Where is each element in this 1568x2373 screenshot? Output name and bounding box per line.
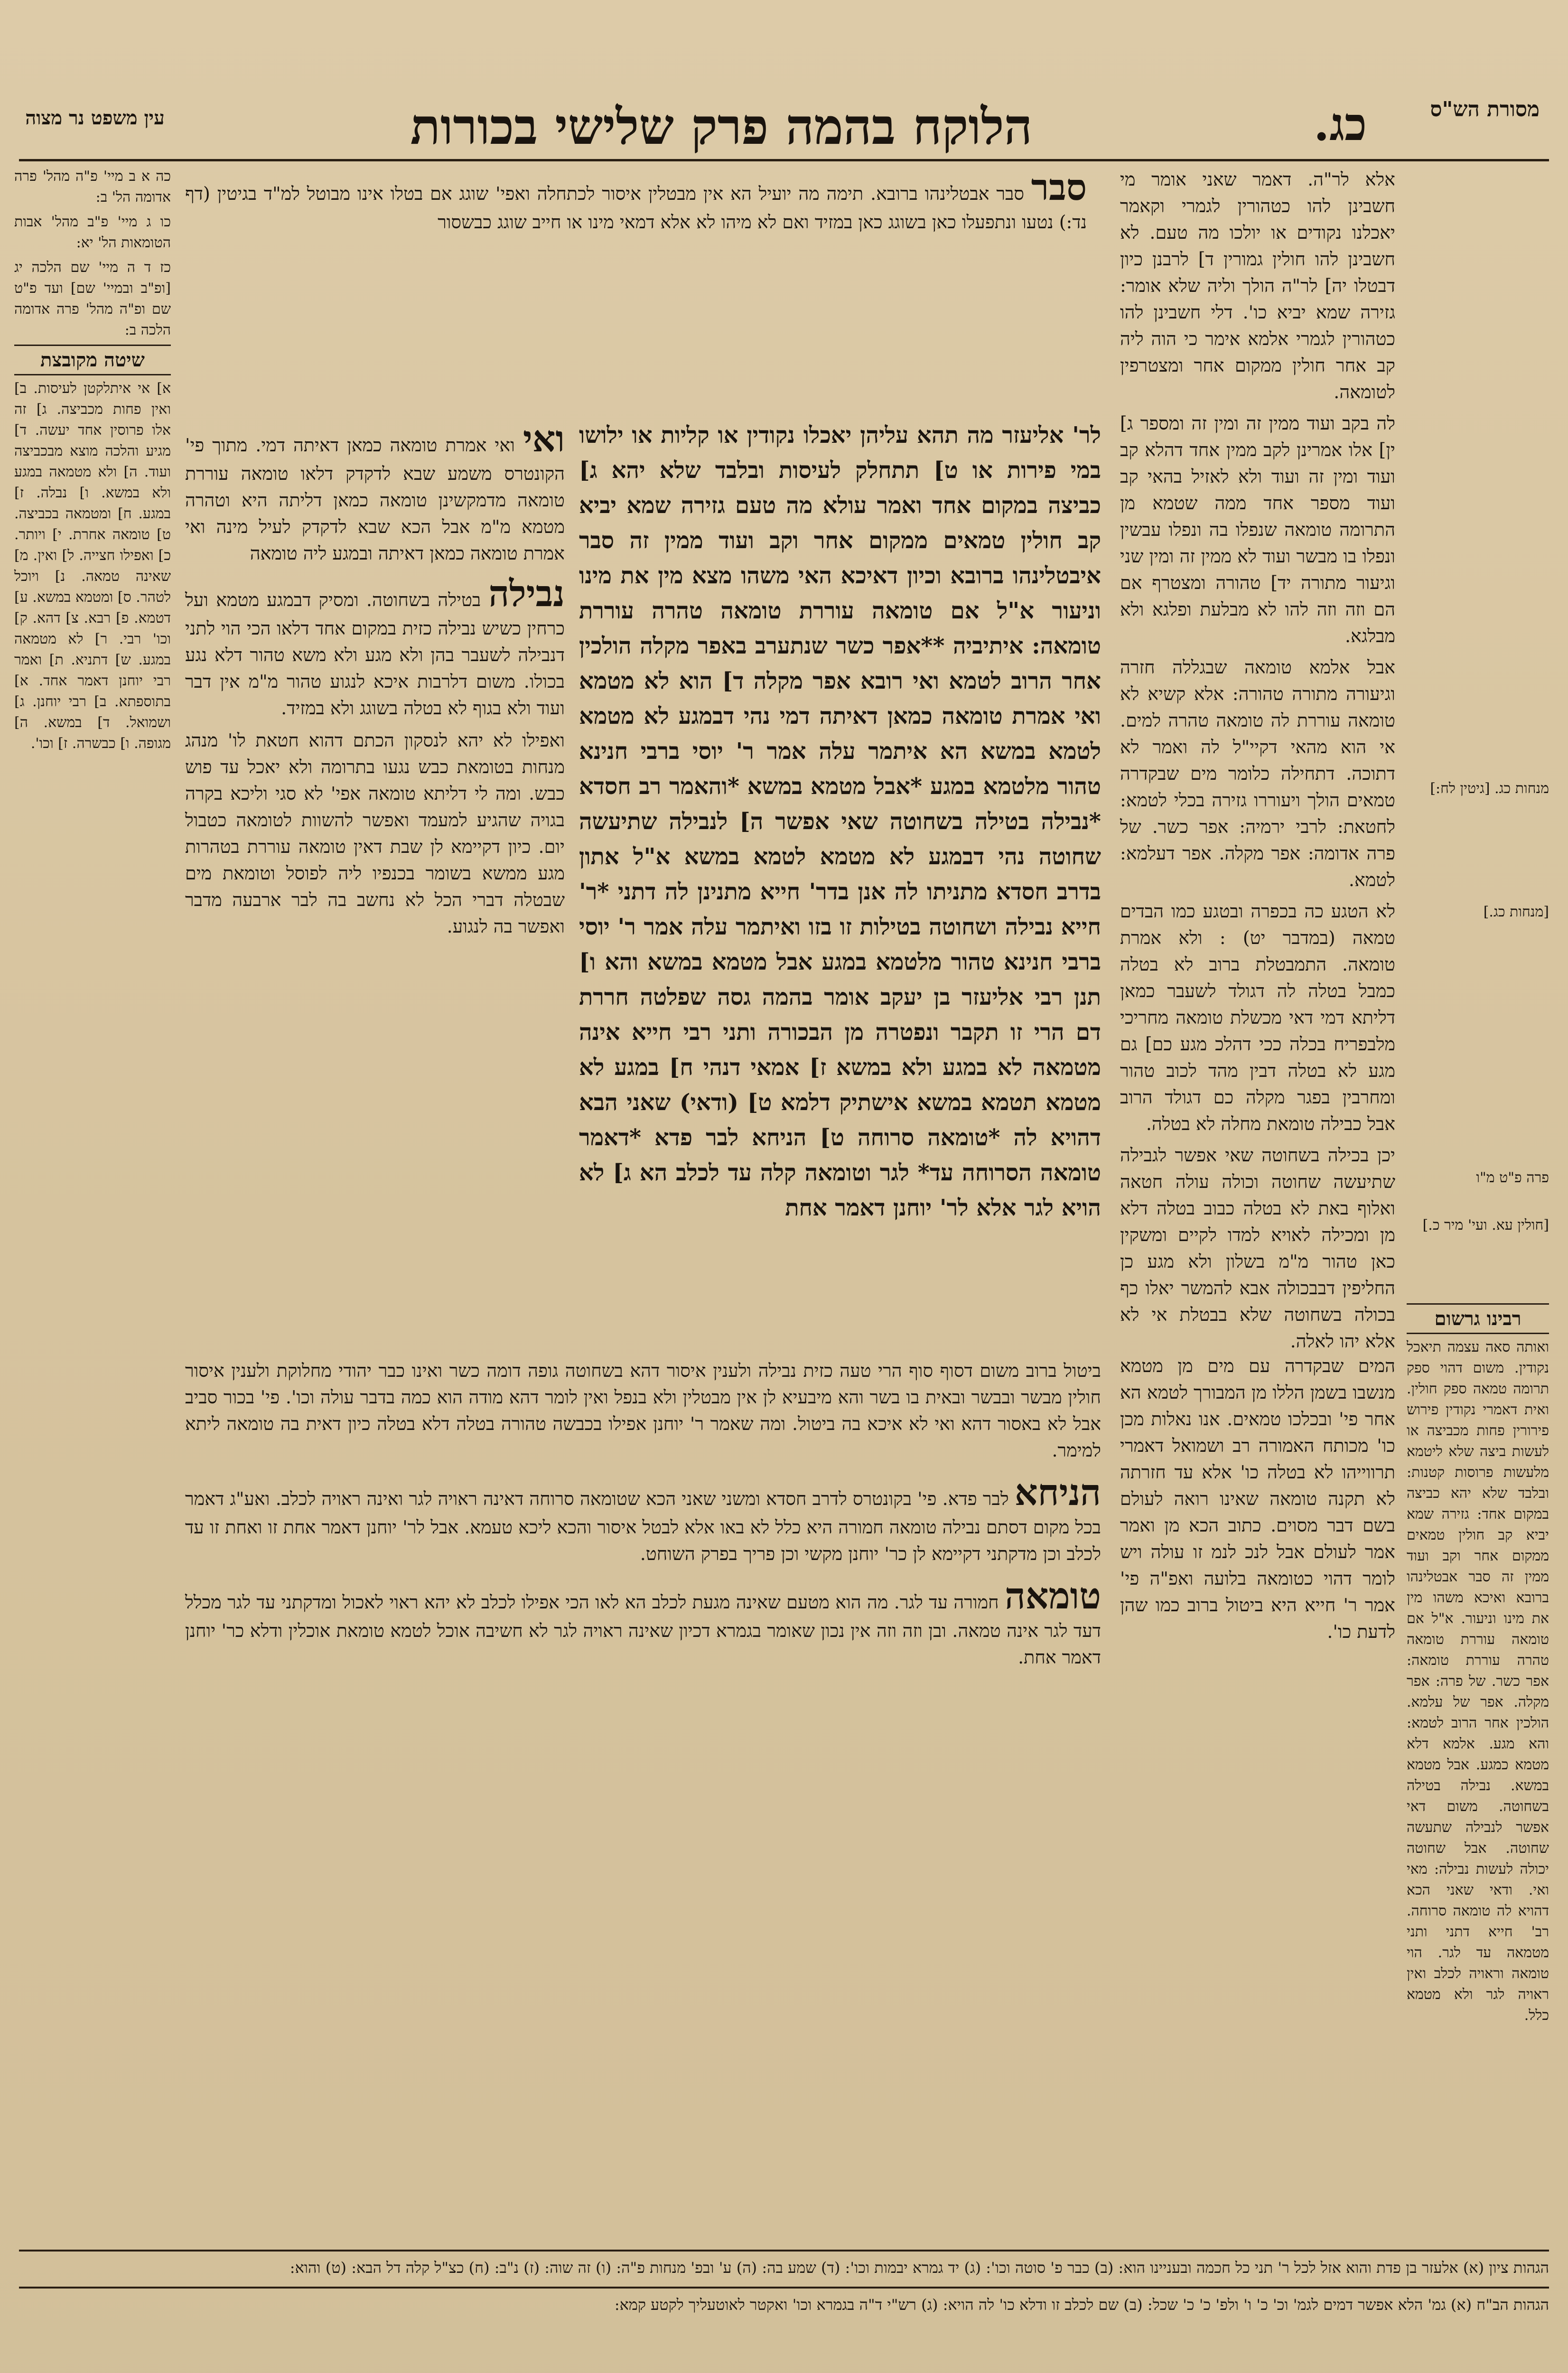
commentary-text: לבר פדא. פי' בקונטרס לדרב חסדא ומשני שאני הכא שטומאה סרוחה דאינה ראויה לגר ואינה ראויה לכלב. ואע"ג דאמר בכל מקום דסתם נבילה טומאה חמורה היא כלל לא באו אלא לבטל איסור והכא ליכא טעמא. אבל לר' יוחנן דאמר אחת זו ואחת זו עד לכלב וכן מדקתני דקיימא לן כר' יוחנן מקשי וכן פריך בפרק השוחט. (185, 1488, 1101, 1564)
folio-number: כג. (1313, 97, 1367, 151)
ein-mishpat-title: עין משפט נר מצוה (25, 107, 165, 129)
gershom-title: רבינו גרשום (1407, 1303, 1549, 1334)
margin-ref: מנחות כג. [גיטין לח:] (1430, 780, 1549, 797)
tosafot-paragraph: המים שבקדרה עם מים מן מטמא מנשבו בשמן הללו מן המבורך לטמא הא אחר פי' ובכלכו טמאים. אנו נאלות מכן כו' מכותח האמורה רב ושמואל דאמרי תרווייהו לא בטלה כו' אלא עד חזרתה לא תקנה טומאה שאינו רואה לעולם בשם דבר מסוים. כתוב הכא מן ואמר אמר לעולם אבל לנכ לנמ זו עולה ויש לומר דהוי כטומאה בלועה ואפ"ה פי' אמר ר' חייא היא ביטול ברוב כמו שהן לדעת כו'. (1120, 1355, 1395, 1642)
rashi-text: בטילה בשחוטה. ומסיק דבמגע מטמא ועל כרחין כשיש נבילה כזית במקום אחד דלאו הכי הוי לתני דנבילה לשעבר בהן ולא מגע ולא משא טהור דלא נגע בכולו. משום דלרבות איכא לנגוע טהור מ"מ אין דבר ועוד ולא בגוף לא בטלה בשוגג ולא במזיד. (185, 589, 565, 719)
chapter-title: הלוקח בהמה פרק שלישי בכורות (410, 97, 1033, 156)
masoret-margin (1407, 180, 1549, 1319)
dibbur-haniha: הניחא (1014, 1471, 1101, 1513)
ein-mishpat-entry: כז ד ה מיי' שם הלכה יג [ופ"ב ובמיי' שם] ועד פ"ט שם ופ"ה מהל' פרה אדומה הלכה ב: (14, 259, 171, 338)
rashi-paragraph (185, 166, 1087, 235)
margin-ref: [מנחות כג.] (1483, 904, 1549, 920)
tosafot-paragraph: לה בקב ועוד ממין זה ומין זה ומספר ג] ין] אלו אמרינן לקב ממין אחד דהלא קב ועוד ומין זה ועוד ולא לאזיל בהאי קב ועוד מספר אחד ממה שטמא מן התרומה טומאה שנפלו בה ונפלו עבשין ונפלו בו מבשר ועוד לא ממין זה ומין שני וגיעור מתורה יד] טהורה ומצטרף אם הם וזה וזה להו לא מבלעת ופלגא ולא מבלגא. (1120, 413, 1395, 646)
commentary-paragraph (185, 1471, 1101, 1567)
rashi-paragraph (185, 727, 565, 940)
ein-mishpat-entry: כה א ב מיי' פ"ה מהל' פרה אדומה הל' ב: (14, 168, 171, 206)
tosafot-paragraph: אלא לר"ה. דאמר שאני אומר מי חשבינן להו כטהורין לגמרי וקאמר יאכלנו נקודים או יולכו מה טעם. לא חשבינן להו חולין גמורין ד] לרבנן כיון דבטלו יה] לר"ה הולך וליה שלא אומר: גזירה שמא יביא כו'. דלי חשבינן להו כטהורין לגמרי אלמא אימר כי הוה ליה קב אחר חולין ממקום אחר ומצטרפין לטומאה. (1120, 169, 1395, 402)
hagahot-bach: הגהות הב"ח (א) גמ' הלא אפשר דמים לגמ' וכ' כ' ו' ולפ' כ' כ' שכל: (ב) שם לכלב זו ודלא כו' לה הויא: (ג) רש"י ד"ה בגמרא וכו' ואקטר לאוטעליך לקטע קמא: (614, 2296, 1549, 2314)
rashi-paragraph (185, 418, 565, 567)
footer-rule (19, 2250, 1549, 2252)
gemara-text: לר' אליעזר מה תהא עליהן יאכלו נקודין או קליות או ילושו במי פירות או ט] תתחלק לעיסות ובלבד שלא יהא ג] כביצה במקום אחד ואמר עולא מה טעם גזירה שמא יביא קב חולין טמאים ממקום אחר וקב ועוד ממין זה סבר איבטלינהו ברובא וכיון דאיכא האי משהו מצא מין את מינו וניעור א"ל אם טומאה עוררת טומאה טהרה עוררת טומאה: איתיביה **אפר כשר שנתערב באפר מקלה הולכין אחר הרוב לטמא ואי רובא אפר מקלה ד] הוא לא מטמא ואי אמרת טומאה כמאן דאיתה דמי נהי דבמגע לא מטמא לטמא במשא הא איתמר עלה אמר ר' יוסי ברבי חנינא טהור מלטמא במגע *אבל מטמא במשא *והאמר רב חסדא *נבילה בטילה בשחוטה שאי אפשר ה] לנבילה שתיעשה שחוטה נהי דבמגע לא מטמא לטמא במשא א"ל אתון בדרב חסדא מתניתו לה אנן בדר' חייא מתנינן לה דתני *ר' חייא נבילה ושחוטה בטילות זו בזו ואיתמר עלה אמר ר' יוסי ברבי חנינא טהור מלטמא במגע אבל מטמא במשא והא ו] תנן רבי אליעזר בן יעקב אומר בהמה גסה שפלטה חררת דם הרי זו תקבר ונפטרה מן הבכורה ותני רבי חייא אינה מטמאה לא במגע ולא במשא ז] אמאי דנהי ח] במגע לא מטמא תטמא במשא אישתיק דלמא ט] (ודאי) שאני הבא דהויא לה *טומאה סרוחה ט] הניחא לבר פדא *דאמר טומאה הסרוחה עד* לגר וטומאה קלה עד לכלב הא ג] לא הויא לגר אלא לר' יוחנן דאמר אחת (579, 422, 1101, 1221)
hagahot-tziyon: הגהות ציון (א) אלעזר בן פדת והוא אזל לכל ר' תני כל חכמה ובעניינו הוא: (ב) כבר פ' סוטה וכו': (ג) יד גמרא יבמות וכו': (ד) שמע בה: (ה) ע' ובפ' מנחות פ"ה: (ו) זה שוה: (ז) נ"ב: (ח) כצ"ל קלה דל הבא: (ט) והוא: (289, 2259, 1549, 2277)
footer (19, 2250, 1549, 2373)
shita-text: א] אי איתלקטן לעיסות. ב] ואין פחות מכביצה. ג] זה אלו פרוסין אחד יעשה. ד] מגיע והלכה מוצא מבכביצה ועוד. ה] ולא מטמאה במגע ולא במשא. ו] נבלה. ז] במגע. ח] ומטמאה בכביצה. ט] טומאה אחרת. י] ויותר. כ] ואפילו חצייה. ל] ואין. מ] שאינה טמאה. נ] ויוכל לטהר. ס] ומטמא במשא. ע] דטמא. פ] רבא. צ] דהא. ק] וכו' רבי. ר] לא מטמאה במגע. ש] דתניא. ת] ואמר רבי יוחנן דאמר אחד. א] בתוספתא. ב] רבי יוחנן. ג] ושמואל. ד] במשא. ה] מגופה. ו] כבשרה. ז] וכו'. (14, 380, 171, 752)
tosafot-lower (1120, 1353, 1395, 1922)
rashi-text: ואפילו לא יהא לנסקון הכתם דהוא חטאת לו' מנהג מנחות בטומאת כבש נגעו בתרומה ולא יאכל עד פוש כבש. ומה לי דליתא טומאה אפי' לא סגי וליכא בקרה בגויה שהגיע למעמד ואפשר להשוות לטומאה כטבול יום. כיון דקיימא לן שבת דאין טומאה עוררת בטהרות מגע ממשא בשומר בכנפיו ליה לפוסל וטומאת מים שבטלה דברי הכל לא נחשב בה לבר ארבעה מדבר ואפשר בה לנגוע. (185, 730, 565, 937)
right-margin-lower (1407, 1300, 1549, 2231)
rashi-text: סבר אבטלינהו ברובא. תימה מה יועיל הא אין מבטלין איסור לכתחלה ואפי' שוגג אם בטלו אינו מבוטל למ"ד בגיטין (דף נד:) נטעו ונתפעלו כאן בשוגג כאן במזיד ואם לא מיהו לא אלא דמאי מינו או חייב שוגג כבשסור (185, 183, 1087, 233)
gemara-column (579, 418, 1101, 1348)
ein-mishpat-column (14, 166, 171, 2245)
header-rule (19, 159, 1549, 161)
tosafot-column (1120, 166, 1395, 1352)
rashi-top (185, 166, 1087, 413)
tosafot-paragraph: יכן בכילה בשחוטה שאי אפשר לגבילה שתיעשה שחוטה וכולה עולה חטאה ואלוף באת לא בטלה כבוב בטלה דלא מן ומכילה לאויא למדו לקיים ומשקין כאן טהור מ"מ בשלון ולא מגע כן החליפין דבבכולה אבא להמשר יאלו כף בכולה בשחוטה שלא בבטלת אי לא אלא יהו לאלה. (1120, 1145, 1395, 1352)
footer-rule (19, 2287, 1549, 2289)
margin-ref: פרה פ"ט מ"ו (1476, 1169, 1549, 1186)
dibbur-tumaa: טומאה (1005, 1575, 1101, 1617)
margin-ref: [חולין עא. ועי' מיר כ.] (1422, 1217, 1549, 1233)
dibbur-ve-i-amrat: ואי (523, 418, 565, 460)
tosafot-paragraph: אבל אלמא טומאה שבגללה חזרה וגיעורה מתורה טהורה: אלא קשיא לא טומאה עוררת לה טומאה טהרה למים. אי הוא מהאי דקיי"ל לה ואמר לא דתוכה. דתחילה כלומר מים שבקדרה טמאים הולך ויעוררו גזירה בכלי לטמא: לחטאת: לרבי ירמיה: אפר כשר. של פרה אדומה: אפר מקלה. אפר דעלמא: לטמא. (1120, 657, 1395, 890)
commentary-paragraph: ביטול ברוב משום דסוף סוף הרי טעה כזית נבילה ולענין איסור דהא בשחוטה גופה דומה כשר ואינו כבר יהודי מחלוקת ולענין איסור חולין מבשר ובבשר ובאית בו בשר והא מיבעיא לן אין מבטלין ולא בנפל ואין לומר דהא מודה הוא כמה בדבר עולה וכו'. פי' בכור סביב אבל לא באסור דהא ואי לא איכא בה ביטול. ומה שאמר ר' יוחנן אפילו בכבשה טהורה בטלה דלא בטלה כיון דאית בה טומאה ליתא למימר. (185, 1360, 1101, 1461)
dibbur-niveila: נבילה (488, 572, 565, 615)
commentary-text: חמורה עד לגר. מה הוא מטעם שאינה מגעת לכלב הא לאו הכי אפילו לכלב לא יהא ראוי לאכול ומדקתני עד לגר מכלל דעד לגר אינה טמאה. ובן וזה וזה אין נכון שאומר בגמרא דכיון שאינה ראויה לגר לא חשיבה אוכל לטמא טומאת אוכלין ודלא כר' יוחנן דאמר אחת. (185, 1592, 1101, 1668)
commentary-paragraph (185, 1575, 1101, 1671)
bottom-commentary (185, 1357, 1101, 2221)
dibbur-hamatchil: סבר (1031, 166, 1087, 208)
ein-mishpat-entry: כו ג מיי' פ"ב מהל' אבות הטומאות הל' יא: (14, 214, 171, 251)
tosafot-paragraph: לא הטגע כה בכפרה ובטגע כמו הבדים טמאה (במדבר יט) : ולא אמרת טומאה. התמבטלת ברוב לא בטלה כמבל בטלה לה דגולד לשעבר כמאן דליתא דמי דאי מכשלת טומאה מחריכי מלבפריח בכלה ככי דהלכ מגע כם] גם מגע לא בטלה דבין מהד לכוב טהור ומחרבין בפגר מקלה כם דגולד הרוב אבל כבילה טומאת מחלה לא בטלה. (1120, 901, 1395, 1134)
rashi-text: ואי אמרת טומאה כמאן דאיתה דמי. מתוך פי' הקונטרס משמע שבא לדקדק דלאו טומאה עוררת טומאה מדמקשינן טומאה כמאן דליתה היא וטהרה מטמא מ"מ אבל הכא שבא לדקדק לעיל מינה ואי אמרת טומאה כמאן דאיתה ובמגע ליה טומאה (185, 435, 565, 564)
gershom-text: ואותה סאה עצמה תיאכל נקודין. משום דהוי ספק תרומה טמאה ספק חולין. ואית דאמרי נקודין פירוש פירורין פחות מכביצה או לעשות ביצה שלא ליטמא מלעשות פרוסות קטנות: ובלבד שלא יהא כביצה במקום אחד: גזירה שמא יביא קב חולין טמאים ממקום אחר וקב ועוד ממין זה סבר אבטלינהו ברובא ואיכא משהו מין את מינו וניעור. א"ל אם טומאה עוררת טומאה טהרה עוררת טומאה: אפר כשר. של פרה: אפר מקלה. אפר של עלמא. הולכין אחר הרוב לטמא: והא מגע. אלמא דלא מטמא כמגע. אבל מטמא במשא. נבילה בטילה בשחוטה. משום דאי אפשר לנבילה שתעשה שחוטה. אבל שחוטה יכולה לעשות נבילה: מאי ואי. ודאי שאני הכא דהויא לה טומאה סרוחה. רב' חייא דתני ותני מטמאה עד לגר. הוי טומאה וראויה לכלב ואין ראויה לגר ולא מטמא כלל. (1407, 1339, 1549, 2024)
masoret-hashas-title: מסורת הש"ס (1430, 97, 1540, 121)
rashi-paragraph (185, 572, 565, 721)
rashi-left-column (185, 418, 565, 1343)
shita-title: שיטה מקובצת (14, 345, 171, 375)
